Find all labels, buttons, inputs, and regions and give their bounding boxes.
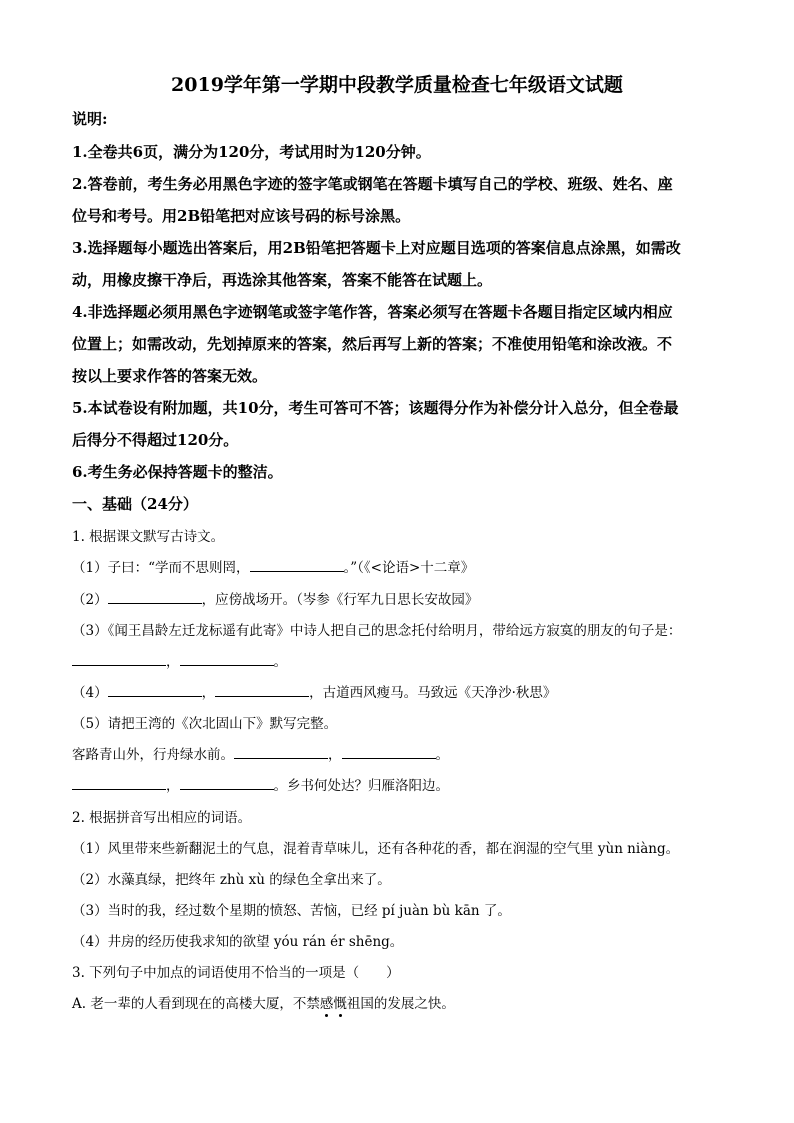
- exam-title: 2019学年第一学期中段教学质量检查七年级语文试题: [171, 74, 623, 96]
- note-line-10: 后得分不得超过120分。: [72, 431, 239, 449]
- q1-part1: （1）子曰：“学而不思则罔， 。”（《<论语>十二章》: [72, 560, 475, 576]
- note-line-9: 5.本试卷设有附加题，共10分，考生可答可不答；该题得分作为补偿分计入总分，但全卷最: [72, 399, 679, 417]
- notes-heading: 说明:: [72, 110, 108, 128]
- q2-part4: （4）井房的经历使我求知的欲望 yóu rán ér shēng。: [72, 934, 404, 950]
- q1-part3: （3）《闻王昌龄左迁龙标遥有此寄》中诗人把自己的思念托付给明月，带给远方寂寞的朋友的句子是：: [72, 623, 682, 639]
- q2-part2: （2）水藻真绿，把终年 zhù xù 的绿色全拿出来了。: [72, 872, 391, 888]
- q1-part5: （5）请把王湾的《次北固山下》默写完整。: [72, 716, 338, 732]
- q1-part5-line1: 客路青山外，行舟绿水前。 ， 。: [72, 747, 449, 763]
- note-line-5: 动，用橡皮擦干净后，再选涂其他答案，答案不能答在试题上。: [72, 271, 493, 289]
- note-line-7: 位置上；如需改动，先划掉原来的答案，然后再写上新的答案；不准使用铅笔和涂改液。不: [72, 335, 673, 353]
- answer-blank[interactable]: [180, 664, 274, 666]
- answer-blank[interactable]: [180, 788, 274, 790]
- answer-blank[interactable]: [108, 602, 202, 604]
- note-line-6: 4.非选择题必须用黑色字迹钢笔或签字笔作答，答案必须写在答题卡各题目指定区域内相应: [72, 303, 673, 321]
- note-line-2: 2.答卷前，考生务必用黑色字迹的签字笔或钢笔在答题卡填写自己的学校、班级、姓名、座: [72, 175, 673, 193]
- answer-blank[interactable]: [108, 695, 202, 697]
- answer-blank[interactable]: [342, 757, 436, 759]
- answer-blank[interactable]: [72, 664, 166, 666]
- answer-blank[interactable]: [72, 788, 166, 790]
- q2-part3: （3）当时的我，经过数个星期的愤怒、苦恼，已经 pí juàn bù kān 了。: [72, 903, 511, 919]
- note-line-3: 位号和考号。用2B铅笔把对应该号码的标号涂黑。: [72, 207, 411, 225]
- answer-blank[interactable]: [234, 757, 328, 759]
- q1-stem: 1. 根据课文默写古诗文。: [72, 529, 225, 545]
- answer-blank[interactable]: [215, 695, 309, 697]
- q1-part5-line2: ， 。乡书何处达？归雁洛阳边。: [72, 774, 449, 794]
- emphasis-dotted-char: 感: [320, 992, 334, 1012]
- q2-part1: （1）风里带来些新翻泥土的气息，混着青草味儿，还有各种花的香，都在润湿的空气里 yùn niàng。: [72, 841, 680, 857]
- answer-blank[interactable]: [250, 570, 344, 572]
- q2-stem: 2. 根据拼音写出相应的词语。: [72, 810, 252, 826]
- q1-part2: （2） ，应傍战场开。（岑参《行军九日思长安故园》: [72, 592, 479, 608]
- q3-option-a: A. 老一辈的人看到现在的高楼大厦，不禁感慨祖国的发展之快。: [72, 992, 455, 1012]
- q1-part4: （4） ， ，古道西风瘦马。马致远《天净沙·秋思》: [72, 685, 557, 701]
- q3-stem: 3. 下列句子中加点的词语使用不恰当的一项是（ ）: [72, 965, 400, 981]
- section-heading: 一、基础（24分）: [72, 495, 198, 513]
- emphasis-dotted-char: 慨: [333, 992, 347, 1012]
- note-line-4: 3.选择题每小题选出答案后，用2B铅笔把答题卡上对应题目选项的答案信息点涂黑，如需改: [72, 239, 681, 257]
- note-line-8: 按以上要求作答的答案无效。: [72, 367, 268, 385]
- q1-part3-answer: ， 。: [72, 650, 287, 670]
- note-line-1: 1.全卷共6页，满分为120分，考试用时为120分钟。: [72, 143, 431, 161]
- note-line-11: 6.考生务必保持答题卡的整洁。: [72, 463, 283, 481]
